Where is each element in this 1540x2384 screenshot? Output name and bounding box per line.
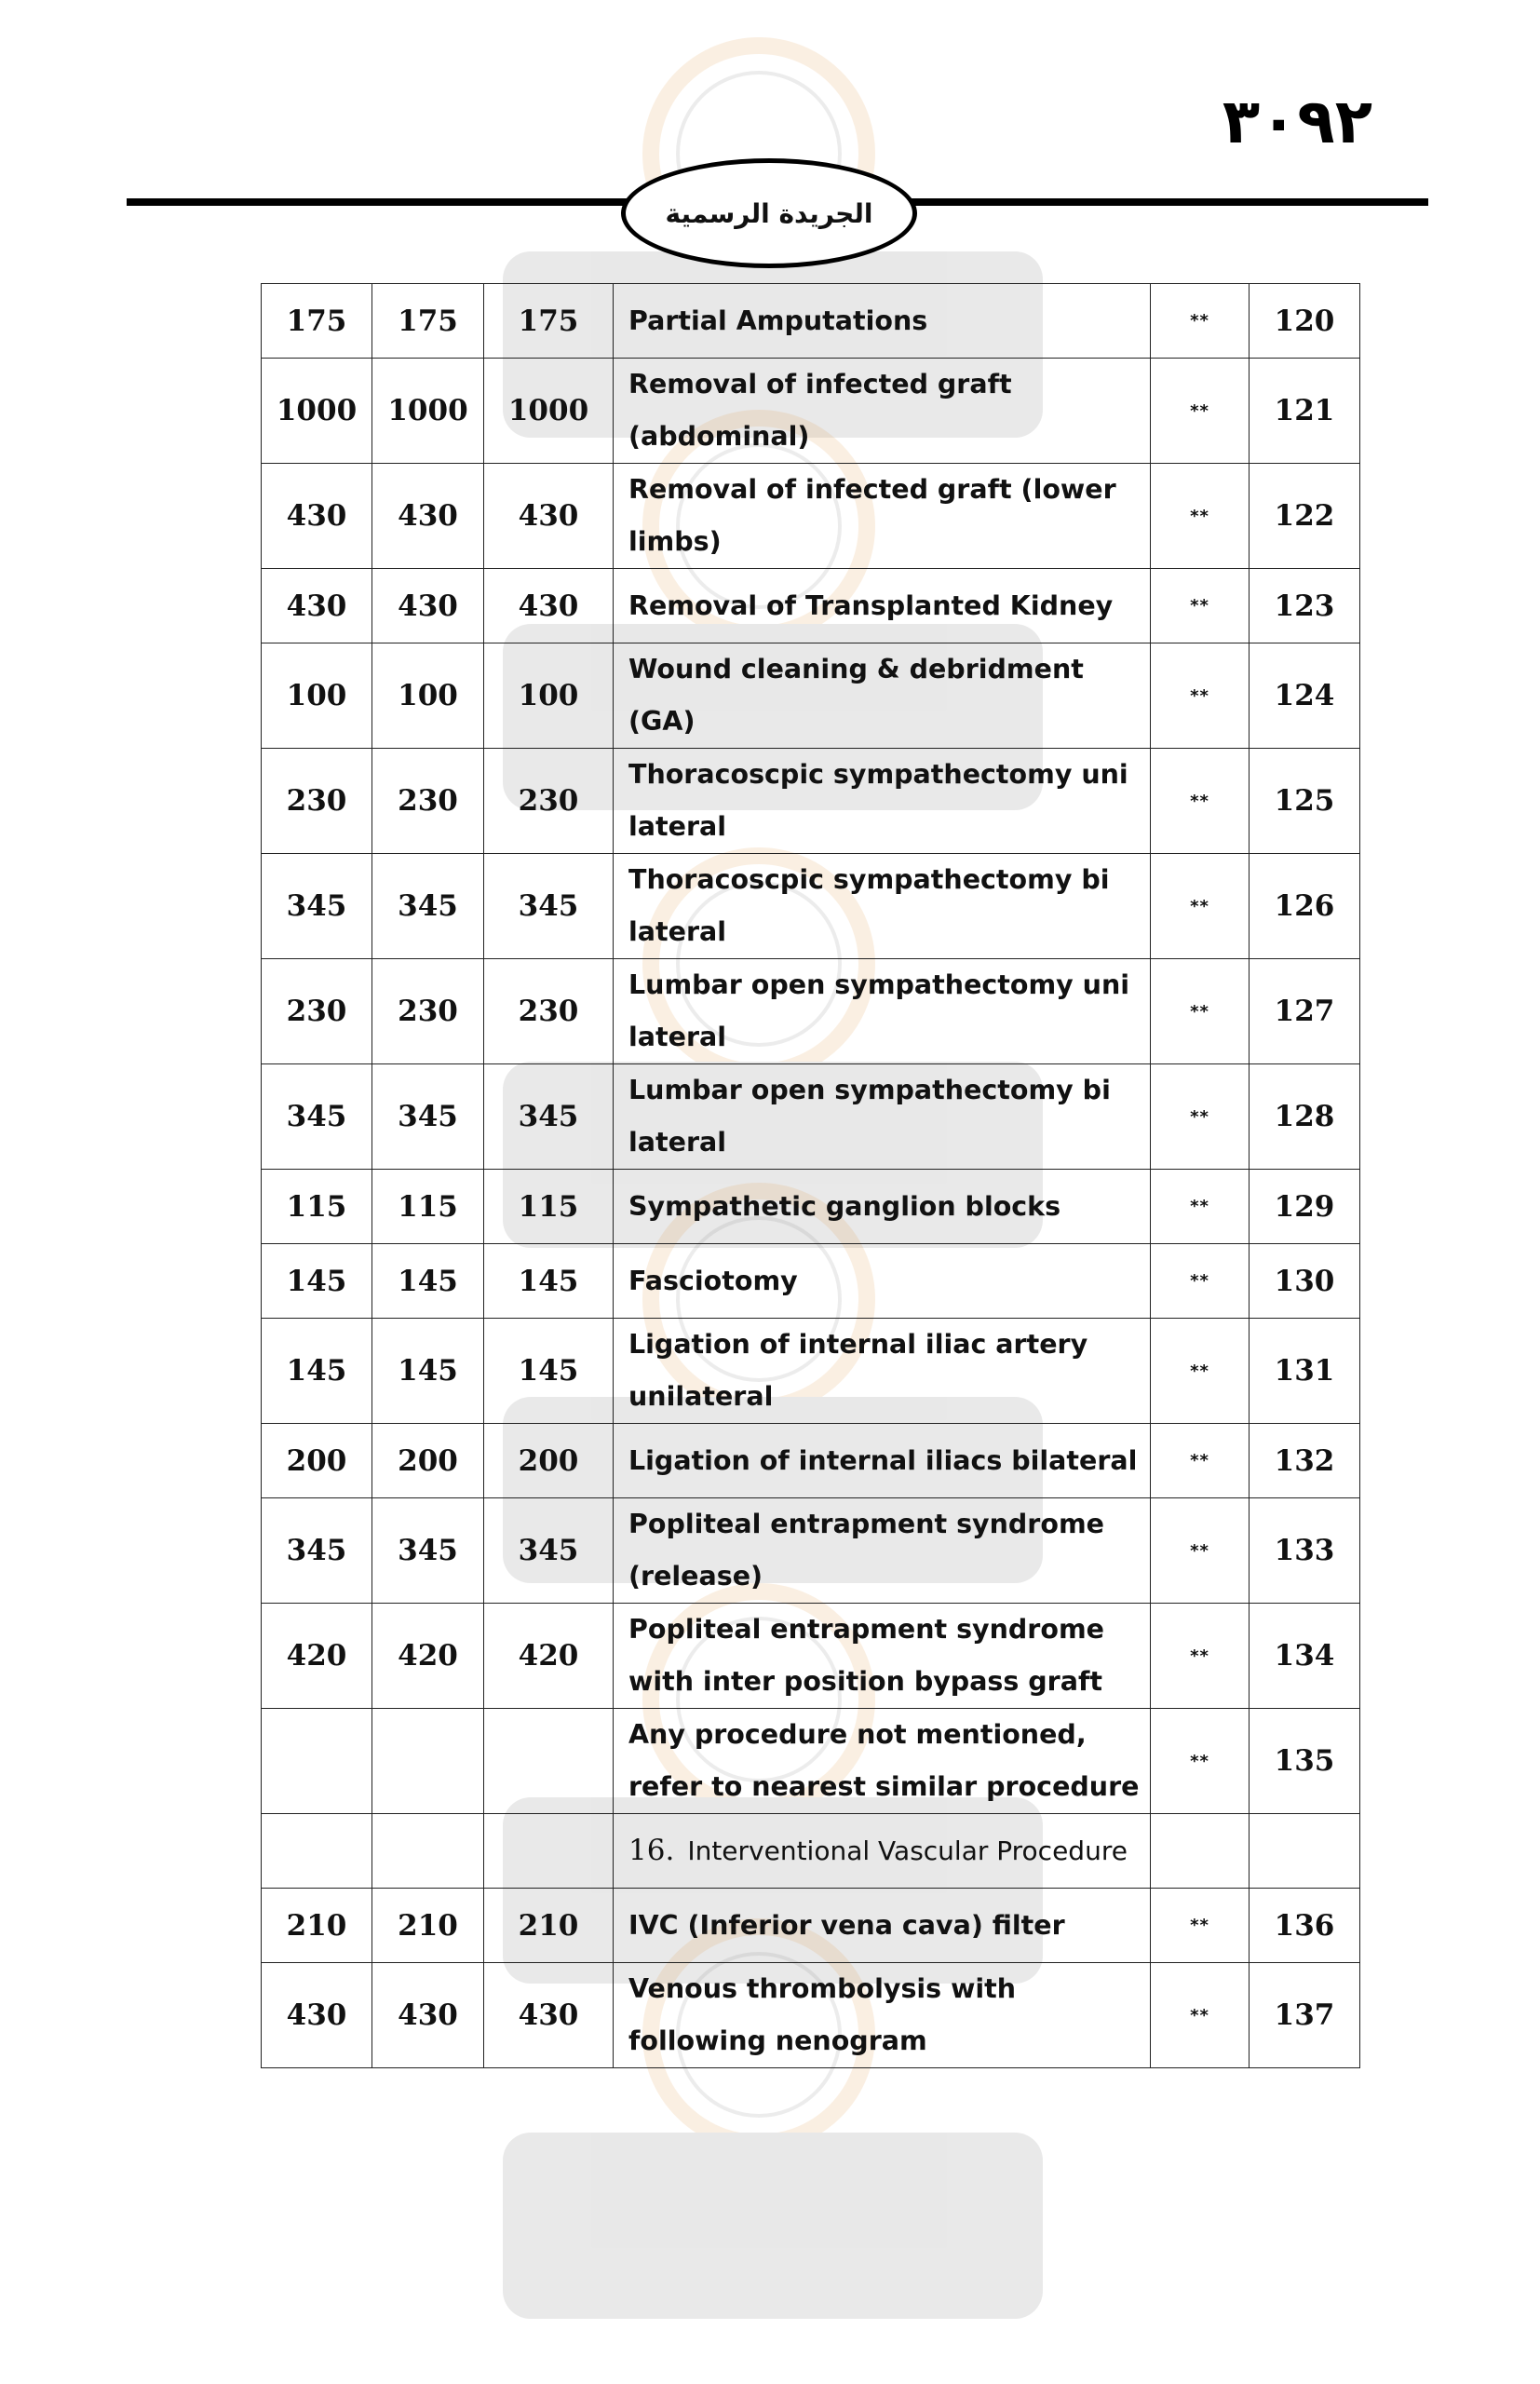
- fee-cell-1: 420: [262, 1604, 372, 1709]
- fee-cell-2: 175: [372, 284, 484, 359]
- category-mark: **: [1151, 284, 1250, 359]
- table-row: [262, 854, 1360, 959]
- fee-cell-2: 430: [372, 1963, 484, 2068]
- procedure-description: Partial Amputations: [614, 284, 1151, 359]
- category-mark: **: [1151, 749, 1250, 854]
- category-mark: **: [1151, 569, 1250, 643]
- fee-cell-1: 430: [262, 464, 372, 569]
- fee-cell-3: 345: [484, 1498, 614, 1604]
- procedure-description: Venous thrombolysis with following nenogram: [614, 1963, 1151, 2068]
- table-row: [262, 464, 1360, 569]
- fee-cell-1: [262, 1814, 372, 1889]
- table-row: [262, 749, 1360, 854]
- fee-cell-3: 175: [484, 284, 614, 359]
- fee-cell-2: 200: [372, 1424, 484, 1498]
- procedure-description: Wound cleaning & debridment (GA): [614, 643, 1151, 749]
- table-row: [262, 1889, 1360, 1963]
- fee-cell-1: [262, 1709, 372, 1814]
- category-mark: **: [1151, 854, 1250, 959]
- fee-cell-1: 230: [262, 749, 372, 854]
- section-title: Interventional Vascular Procedure: [687, 1835, 1128, 1866]
- fee-cell-2: 210: [372, 1889, 484, 1963]
- fee-cell-2: 115: [372, 1170, 484, 1244]
- fee-cell-3: 115: [484, 1170, 614, 1244]
- fee-cell-3: 1000: [484, 359, 614, 464]
- fee-cell-3: 210: [484, 1889, 614, 1963]
- procedure-number: 120: [1250, 284, 1360, 359]
- page-number: ٣٠٩٢: [1222, 86, 1372, 157]
- fee-cell-3: 420: [484, 1604, 614, 1709]
- fee-cell-2: 430: [372, 569, 484, 643]
- category-mark: [1151, 1814, 1250, 1889]
- fee-cell-2: 145: [372, 1319, 484, 1424]
- procedure-description: Any procedure not mentioned, refer to nearest similar procedure: [614, 1709, 1151, 1814]
- category-mark: **: [1151, 1498, 1250, 1604]
- fee-cell-2: 345: [372, 854, 484, 959]
- fee-cell-3: 430: [484, 464, 614, 569]
- table-row: [262, 1498, 1360, 1604]
- procedure-number: 132: [1250, 1424, 1360, 1498]
- table-row: [262, 569, 1360, 643]
- fee-cell-3: 230: [484, 959, 614, 1064]
- fee-cell-3: [484, 1709, 614, 1814]
- fee-cell-1: 100: [262, 643, 372, 749]
- fee-cell-2: 430: [372, 464, 484, 569]
- procedure-number: 129: [1250, 1170, 1360, 1244]
- table-row: [262, 1244, 1360, 1319]
- procedure-number: 135: [1250, 1709, 1360, 1814]
- procedure-description: IVC (Inferior vena cava) filter: [614, 1889, 1151, 1963]
- procedure-number: 130: [1250, 1244, 1360, 1319]
- fee-cell-3: 200: [484, 1424, 614, 1498]
- fee-cell-2: 230: [372, 749, 484, 854]
- procedure-description: Ligation of internal iliacs bilateral: [614, 1424, 1151, 1498]
- category-mark: **: [1151, 1170, 1250, 1244]
- procedure-description: Lumbar open sympathectomy bi lateral: [614, 1064, 1151, 1170]
- procedure-number: 126: [1250, 854, 1360, 959]
- fee-cell-3: 100: [484, 643, 614, 749]
- category-mark: **: [1151, 1319, 1250, 1424]
- procedure-number: 134: [1250, 1604, 1360, 1709]
- table-row: [262, 1963, 1360, 2068]
- section-number: 16.: [628, 1834, 675, 1867]
- procedure-description: Popliteal entrapment syndrome with inter position bypass graft: [614, 1604, 1151, 1709]
- fee-cell-2: 345: [372, 1498, 484, 1604]
- fee-cell-1: 345: [262, 854, 372, 959]
- procedure-description: Removal of infected graft (abdominal): [614, 359, 1151, 464]
- gazette-masthead: [621, 158, 917, 268]
- table-row: [262, 1604, 1360, 1709]
- procedure-description: Removal of Transplanted Kidney: [614, 569, 1151, 643]
- category-mark: **: [1151, 1064, 1250, 1170]
- fee-cell-1: 230: [262, 959, 372, 1064]
- fee-cell-1: 175: [262, 284, 372, 359]
- fee-table: [261, 283, 1360, 2068]
- category-mark: **: [1151, 464, 1250, 569]
- fee-cell-1: 145: [262, 1319, 372, 1424]
- category-mark: **: [1151, 1424, 1250, 1498]
- procedure-number: 121: [1250, 359, 1360, 464]
- fee-cell-2: 345: [372, 1064, 484, 1170]
- fee-cell-3: 430: [484, 569, 614, 643]
- procedure-description: Thoracoscpic sympathectomy uni lateral: [614, 749, 1151, 854]
- procedure-number: 122: [1250, 464, 1360, 569]
- fee-cell-3: 345: [484, 854, 614, 959]
- fee-cell-2: 1000: [372, 359, 484, 464]
- fee-cell-2: 230: [372, 959, 484, 1064]
- table-row: [262, 1064, 1360, 1170]
- fee-table-body: [262, 284, 1360, 2068]
- fee-cell-1: 145: [262, 1244, 372, 1319]
- category-mark: **: [1151, 359, 1250, 464]
- fee-cell-1: 345: [262, 1498, 372, 1604]
- fee-cell-1: 430: [262, 569, 372, 643]
- fee-cell-3: 230: [484, 749, 614, 854]
- fee-cell-1: 210: [262, 1889, 372, 1963]
- procedure-number: 125: [1250, 749, 1360, 854]
- category-mark: **: [1151, 1604, 1250, 1709]
- fee-cell-1: 200: [262, 1424, 372, 1498]
- category-mark: **: [1151, 1889, 1250, 1963]
- fee-cell-1: 430: [262, 1963, 372, 2068]
- procedure-number: 123: [1250, 569, 1360, 643]
- procedure-number: 131: [1250, 1319, 1360, 1424]
- procedure-number: 133: [1250, 1498, 1360, 1604]
- category-mark: **: [1151, 1709, 1250, 1814]
- fee-cell-3: 345: [484, 1064, 614, 1170]
- procedure-description: Thoracoscpic sympathectomy bi lateral: [614, 854, 1151, 959]
- procedure-description: Lumbar open sympathectomy uni lateral: [614, 959, 1151, 1064]
- fee-cell-3: 145: [484, 1244, 614, 1319]
- fee-cell-1: 115: [262, 1170, 372, 1244]
- procedure-description: Sympathetic ganglion blocks: [614, 1170, 1151, 1244]
- table-row: [262, 1170, 1360, 1244]
- table-row: [262, 284, 1360, 359]
- table-row: [262, 643, 1360, 749]
- procedure-description: [614, 1814, 1151, 1889]
- category-mark: **: [1151, 1963, 1250, 2068]
- fee-cell-2: 420: [372, 1604, 484, 1709]
- table-row: [262, 1424, 1360, 1498]
- category-mark: **: [1151, 959, 1250, 1064]
- procedure-number: 137: [1250, 1963, 1360, 2068]
- procedure-number: 136: [1250, 1889, 1360, 1963]
- procedure-number: 127: [1250, 959, 1360, 1064]
- fee-cell-1: 1000: [262, 359, 372, 464]
- table-row: [262, 359, 1360, 464]
- fee-cell-2: [372, 1709, 484, 1814]
- fee-cell-2: 145: [372, 1244, 484, 1319]
- fee-cell-2: [372, 1814, 484, 1889]
- fee-cell-3: [484, 1814, 614, 1889]
- table-row: [262, 1709, 1360, 1814]
- fee-cell-3: 430: [484, 1963, 614, 2068]
- category-mark: **: [1151, 1244, 1250, 1319]
- category-mark: **: [1151, 643, 1250, 749]
- fee-cell-2: 100: [372, 643, 484, 749]
- watermark-logo-block: [503, 2133, 1043, 2319]
- section-row: [262, 1814, 1360, 1889]
- table-row: [262, 1319, 1360, 1424]
- procedure-description: Popliteal entrapment syndrome (release): [614, 1498, 1151, 1604]
- procedure-description: Removal of infected graft (lower limbs): [614, 464, 1151, 569]
- table-row: [262, 959, 1360, 1064]
- procedure-number: 124: [1250, 643, 1360, 749]
- procedure-description: Fasciotomy: [614, 1244, 1151, 1319]
- fee-cell-3: 145: [484, 1319, 614, 1424]
- gazette-title: الجريدة الرسمية: [665, 197, 873, 229]
- procedure-description: Ligation of internal iliac artery unilateral: [614, 1319, 1151, 1424]
- procedure-number: [1250, 1814, 1360, 1889]
- procedure-number: 128: [1250, 1064, 1360, 1170]
- fee-cell-1: 345: [262, 1064, 372, 1170]
